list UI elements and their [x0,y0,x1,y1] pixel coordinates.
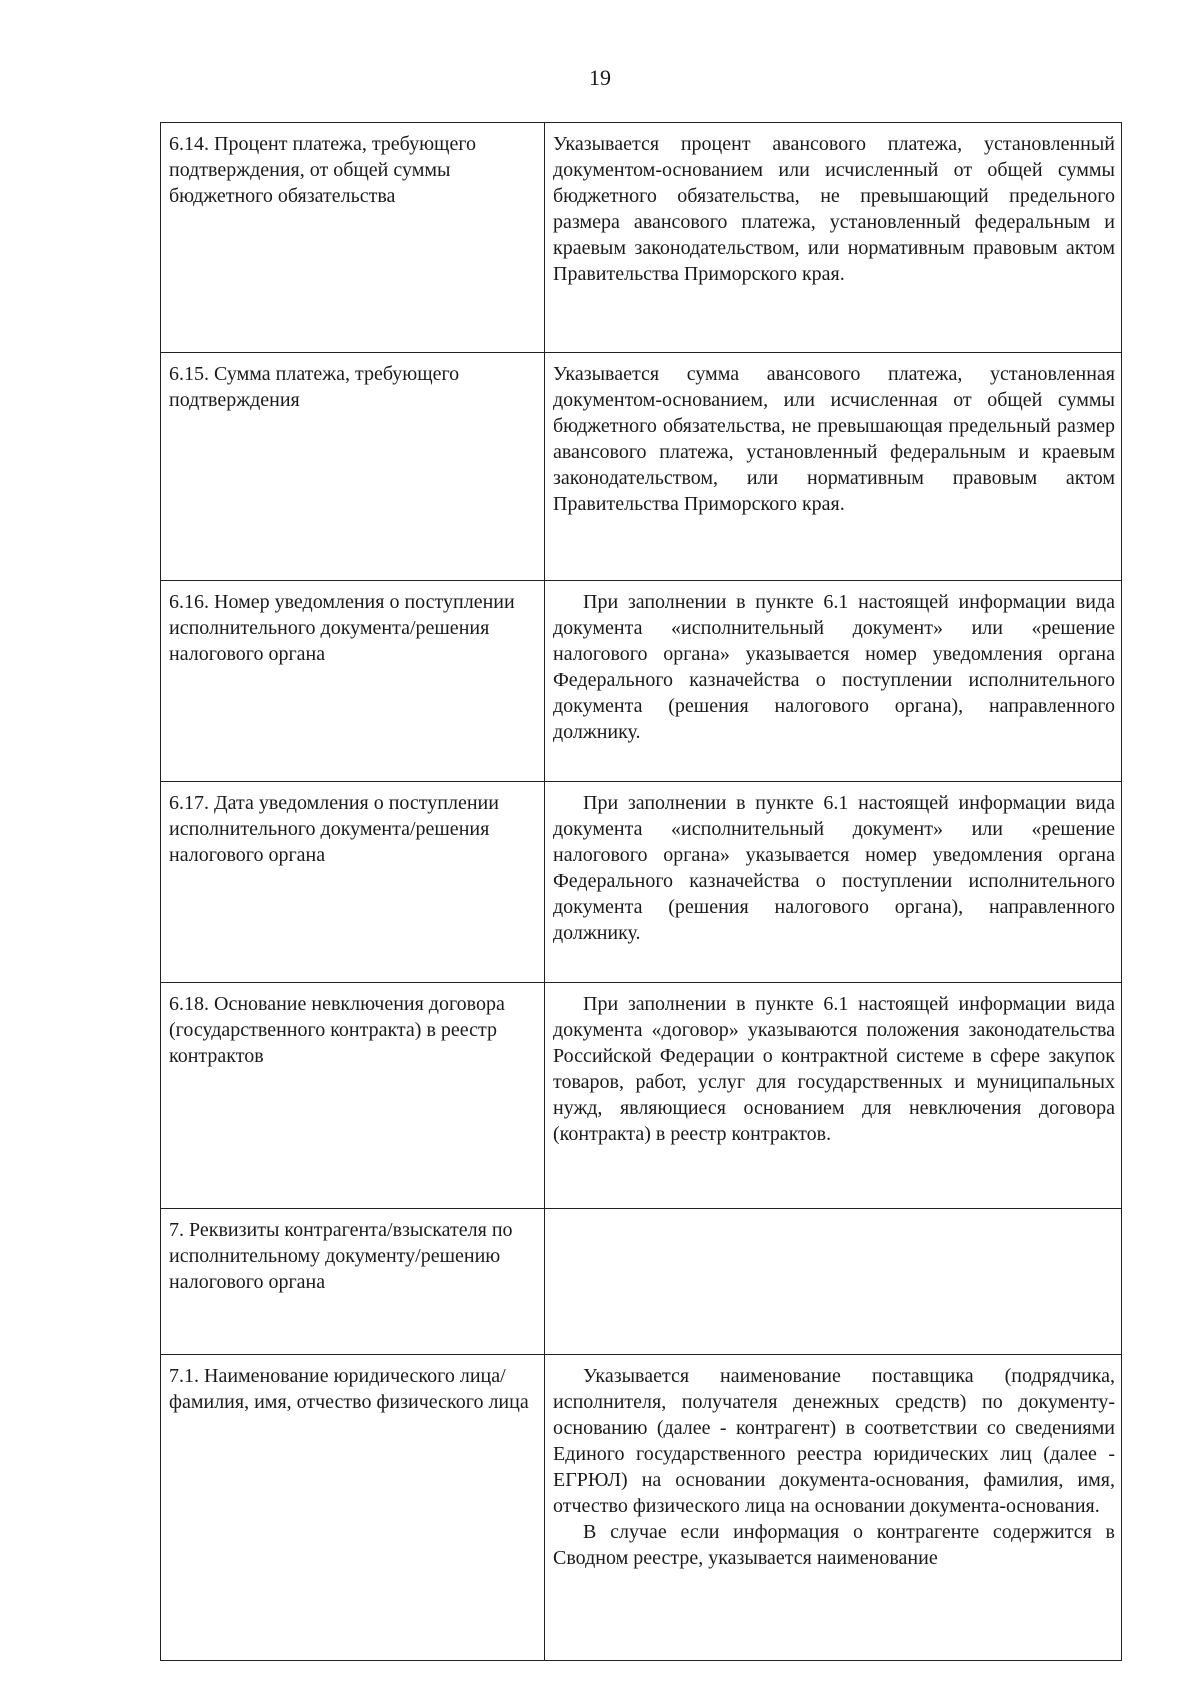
description-paragraph: При заполнении в пункте 6.1 настоящей информации вида документа «договор» указываются положения законодательства Российской Федерации о контрактной системе в сфере закупок товаров, работ, услуг для государственных и муниципальных нужд, являющиеся основанием для невключения договора (контракта) в реестр контрактов. [553,993,1115,1145]
field-description-cell [545,1355,1122,1661]
table-row [161,983,1122,1209]
field-name-cell: 7.1. Наименование юридического лица/фамилия, имя, отчество физического лица [161,1355,545,1661]
table-row-section-header [161,1209,1122,1355]
requisites-table [160,122,1122,1661]
description-paragraph: В случае если информация о контрагенте содержится в Сводном реестре, указывается наименование [553,1521,1115,1569]
field-name-cell: 6.17. Дата уведомления о поступлении исполнительного документа/решения налогового органа [161,782,545,983]
field-name-cell: 6.14. Процент платежа, требующего подтверждения, от общей суммы бюджетного обязательства [161,123,545,353]
empty-description-cell [545,1209,1122,1355]
field-description-cell [545,581,1122,782]
description-paragraph: Указывается наименование поставщика (подрядчика, исполнителя, получателя денежных средств) по документу-основанию (далее - контрагент) в соответствии со сведениями Единого государственного реестра юридических лиц (далее - ЕГРЮЛ) на основании документа-основания, фамилия, имя, отчество физического лица на основании документа-основания. [553,1365,1115,1517]
field-description-cell [545,123,1122,353]
description-paragraph: Указывается процент авансового платежа, установленный документом-основанием или исчисленный от общей суммы бюджетного обязательства, не превышающий предельного размера авансового платежа, установленный федеральным и краевым законодательством, или нормативным правовым актом Правительства Приморского края. [553,133,1115,285]
table-row [161,782,1122,983]
field-name-cell: 6.15. Сумма платежа, требующего подтверждения [161,353,545,581]
description-paragraph: При заполнении в пункте 6.1 настоящей информации вида документа «исполнительный документ» или «решение налогового органа» указывается номер уведомления органа Федерального казначейства о поступлении исполнительного документа (решения налогового органа), направленного должнику. [553,792,1115,944]
field-description-cell [545,353,1122,581]
description-paragraph: При заполнении в пункте 6.1 настоящей информации вида документа «исполнительный документ» или «решение налогового органа» указывается номер уведомления органа Федерального казначейства о поступлении исполнительного документа (решения налогового органа), направленного должнику. [553,591,1115,743]
description-paragraph: Указывается сумма авансового платежа, установленная документом-основанием, или исчисленная от общей суммы бюджетного обязательства, не превышающая предельный размер авансового платежа, установленный федеральным и краевым законодательством, или нормативным правовым актом Правительства Приморского края. [553,363,1115,515]
table-row [161,1355,1122,1661]
field-name-cell: 6.18. Основание невключения договора (государственного контракта) в реестр контрактов [161,983,545,1209]
page-number: 19 [589,65,611,90]
table-row [161,353,1122,581]
field-name-cell: 7. Реквизиты контрагента/взыскателя по исполнительному документу/решению налогового органа [161,1209,545,1355]
table-row [161,123,1122,353]
field-name-cell: 6.16. Номер уведомления о поступлении исполнительного документа/решения налогового органа [161,581,545,782]
field-description-cell [545,983,1122,1209]
table-row [161,581,1122,782]
field-description-cell [545,782,1122,983]
